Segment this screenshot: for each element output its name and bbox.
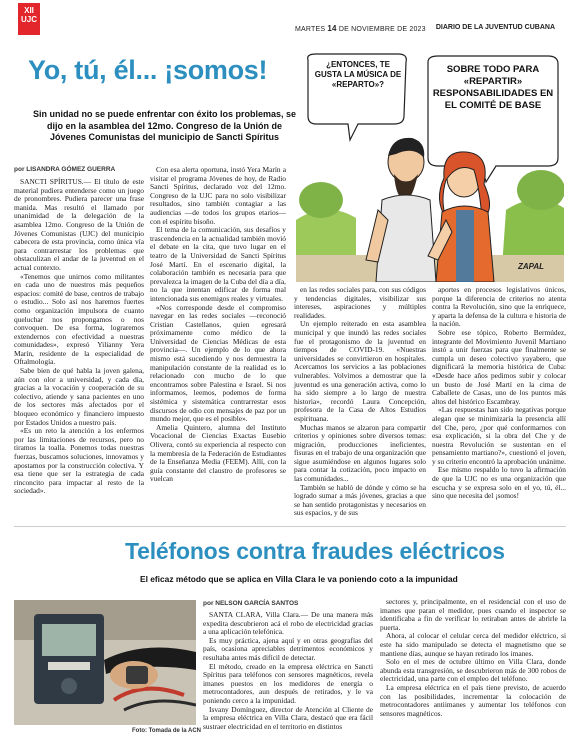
cartoon-signature: ZAPAL — [518, 262, 545, 271]
paragraph: «Tenemos que unirnos como militantes en cada uno de nuestros más pequeños espacios: comité de base, centros de trabajo o estudio... Solo así nos haremos fuertes como organización impulsora de cuanto queluchar nos propongamos o nos convoquen. De esa forma, lograremos extendernos con efectividad a nuestras comunidades», expresó Yilianny Yera Marín, residente de la especialidad de Oftalmología. — [14, 271, 144, 367]
date-month-year: DE NOVIEMBRE DE 2023 — [338, 26, 426, 33]
paragraph: «Es un reto la atención a los enfermos por las limitaciones de recursos, pero no tiramos la toalla. Ponemos todas nuestras fuerzas, buscamos soluciones, innovamos y apostamos por la construcción colectiva. Y esa tiene que ser la estrategia de cada rinconcito para impactar al resto de la sociedad». — [14, 426, 144, 496]
ujc-logo — [18, 3, 40, 35]
article1-column-4 — [432, 286, 566, 501]
paragraph: Ahora, al colocar el celular cerca del medidor eléctrico, si este ha sido manipulado se detecta el magnetismo que se mantiene días, aunque se hayan retirado los imanes. — [380, 631, 566, 658]
cartoon-bubble-right: SOBRE TODO PARA «REPARTIR» RESPONSABILIDADES EN EL COMITÉ DE BASE — [432, 64, 554, 111]
article1-headline: Yo, tú, él... ¡somos! — [28, 55, 268, 85]
publication-name: DIARIO DE LA JUVENTUD CUBANA — [435, 24, 555, 31]
paragraph: SANTA CLARA, Villa Clara.— De una manera más expedita descubrieron acá el robo de electricidad gracias a una aplicación telefónica. — [203, 610, 373, 637]
paragraph: También se habló de dónde y cómo se ha logrado sumar a más jóvenes, gracias a que se han sentido protagonistas y necesarios en sus espacios, y de sus — [294, 482, 426, 518]
paragraph: «Las respuestas han sido negativas porque alegan que se minimizaría la presencia allí del Che, pero, ¿por qué conformarnos con esa explicación, si la obra del Che y de nuestra Revolución se sustentan en el pensamiento martiano?», cuestionó el joven, y su criterio encontró la aprobación unánime. — [432, 405, 567, 466]
cartoon-bubble-left: ¿ENTONCES, TE GUSTA LA MÚSICA DE «REPARTO»? — [314, 60, 402, 89]
paragraph: Con esa alerta oportuna, instó Yera Marín a visitar el programa Jóvenes de hoy, de Radio Sancti Spíritus, declarado voz del 12mo. Congreso de la UJC para no solo visibilizar resultados, sino también contagiar a las audiencias —de todos los grupos etarios— con el espíritu bisoño. — [150, 165, 286, 226]
issue-date — [295, 24, 426, 33]
paragraph: Solo en el mes de octubre último en Villa Clara, donde abunda esta transgresión, se descubrieron más de 300 robos de electricidad, una parte con el empleo del teléfono. — [380, 657, 566, 684]
paragraph: «Nos corresponde desde el compromiso navegar en las redes sociales —reconoció Cristian Castellanos, quien egresará próximamente como médico de la Universidad de Ciencias Médicas de esta provincia—. Un ejemplo de lo que ahora mismo está sucediendo y nos demuestra la manipulación constante de la realidad es lo relacionado con mucho de lo que encontramos sobre Palestina e Israel. Si nos informamos, leemos, podemos de forma sistémica y sistemática contrarrestar esos discursos de odio con mensajes de paz por un mundo mejor, que es el posible». — [150, 302, 286, 424]
article1-column-3 — [294, 286, 426, 518]
paragraph: El tema de la comunicación, sus desafíos y trascendencia en la actualidad también movió el debate en la cita, que tuvo lugar en el teatro de la Universidad de Sancti Spíritus José Martí. En el escenario digital, la colaboración también es necesaria para que prevalezca la imagen de la Cuba del día a día, no la que intentan edificar de forma mal intencionada sus enemigos reales y virtuales. — [150, 225, 286, 303]
article2-byline: por NELSON GARCÍA SANTOS — [203, 600, 299, 607]
paragraph: Un ejemplo reiterado en esta asamblea municipal y que inundó las redes sociales fue el protagonismo de la juventud en tiempos de COVID-19. «Nuestras universidades se convirtieron en hospitales. Acercamos los servicios a las poblaciones vulnerables. Volvimos a demostrar que la juventud es una generación activa, como lo ha sido siempre a lo largo de nuestra historia», recordó Laura Concepción, profesora de la Casa de Altos Estudios espirituana. — [294, 319, 426, 423]
paragraph: Ese mismo respaldo lo tuvo la afirmación de que la UJC no es una organización que escucha y se expresa solo en el yo, tú, él... sino que necesita del ¡somos! — [432, 465, 566, 501]
article1-byline: por LISANDRA GÓMEZ GUERRA — [14, 166, 116, 173]
electric-meter-photo — [14, 600, 196, 725]
paragraph: Es muy práctica, ajena aquí y en otras geografías del país, ocasiona apreciables detrimentos económicos y resultaba antes más difícil de detectar. — [203, 635, 373, 662]
photo-caption: Foto: Tomada de la ACN — [132, 728, 201, 734]
article1-column-2 — [150, 166, 286, 484]
paragraph: La empresa eléctrica en el país tiene previsto, de acuerdo con las posibilidades, incrementar la colocación de metrocontadores antiimanes y aumentar los teléfonos con sensores magnéticos. — [380, 682, 566, 718]
article2-column-2 — [380, 598, 566, 718]
article1-column-1 — [14, 178, 144, 496]
paragraph: SANCTI SPÍRITUS.— El título de este material pudiera entenderse como un juego de pronombres. Pudiera parecer una frase manida. Mas resultó el llamado por unanimidad de la delegación de la asamblea 12mo. Congreso de la Unión de Jóvenes Comunistas (UJC) del municipio cabecera de esta provincia, como única vía para contrarrestar los problemas que obstaculizan el andar de la juventud en el actual contexto. — [14, 177, 144, 272]
date-day: 14 — [327, 24, 337, 33]
article2-deck: El eficaz método que se aplica en Villa Clara le va poniendo coto a la impunidad — [140, 574, 458, 584]
paragraph: Muchas manos se alzaron para compartir criterios y opiniones sobre diversos temas: migración, producciones ineficientes, fisuras en el trabajo de una organización que sigue asumiéndose en algunos lugares solo para contar la cotización, poco impacto en las comunidades... — [294, 422, 426, 484]
date-weekday: MARTES — [295, 26, 326, 33]
article1-deck: Sin unidad no se puede enfrentar con éxito los problemas, se dijo en la asamblea del 12mo. Congreso de la Unión de Jóvenes Comunistas del municipio de Sancti Spíritus — [32, 109, 297, 142]
paragraph: Amelia Quintero, alumna del Instituto Vocacional de Ciencias Exactas Eusebio Olivera, contó su experiencia al respecto con la membresía de la Federación de Estudiantes de la Enseñanza Media (FEEM). Allí, con la guía constante del claustro de profesores se vuelcan — [150, 422, 286, 484]
meter-photo-illustration — [14, 600, 196, 725]
section-divider — [14, 526, 566, 527]
paragraph: El método, creado en la empresa eléctrica en Sancti Spíritus para teléfonos con sensores magnéticos, revela imanes puestos en los medidores de energía o metrocontadores, aun después de retirados, y le va poniendo cerco a la impunidad. — [203, 661, 373, 705]
paragraph: sectores y, principalmente, en el residencial con el uso de imanes que paran el medidor, pues cuando el inspector se identificaba a fin de verificar lo retiraban antes de abrirle la puerta. — [380, 597, 566, 632]
paragraph: Sabe bien de qué habla la joven galena, aún con olor a universidad, y cada día, gracias a la vocación y cooperación de su colectivo, atiende y sana pacientes en uno de los sectores más afectados por el bloqueo económico y financiero impuesto por Estados Unidos a nuestro país. — [14, 366, 144, 427]
paragraph: aportes en procesos legislativos únicos, porque la diferencia de criterios no atenta contra la Revolución, sino que la enriquece, y aparta la defensa de la cultura e historia de la nación. — [432, 285, 566, 329]
paragraph: Isvany Domínguez, director de Atención al Cliente de la empresa eléctrica en Villa Clara, destacó que era fácil sustraer electricidad en el territorio en distintos — [203, 704, 373, 731]
logo-text: XII UJC — [20, 6, 37, 24]
paragraph: en las redes sociales para, con sus códigos y tendencias digitales, visibilizar sus intereses, aspiraciones y múltiples realidades. — [294, 285, 426, 320]
article2-headline: Teléfonos contra fraudes eléctricos — [125, 538, 505, 564]
editorial-cartoon — [296, 50, 564, 282]
paragraph: Sobre ese tópico, Roberto Bermúdez, integrante del Movimiento Juvenil Martiano instó a unir fuerzas para que finalmente se cumpla un deseo colectivo yayabero, que dignificará la memoria histórica de Cuba: «Desde hace años pedimos subir y colocar un busto de José Martí en la cima de Caballete de Casas, uno de los puntos más altos del histórico Escambray. — [432, 327, 566, 406]
article2-column-1 — [203, 611, 373, 731]
page-header — [0, 0, 580, 42]
